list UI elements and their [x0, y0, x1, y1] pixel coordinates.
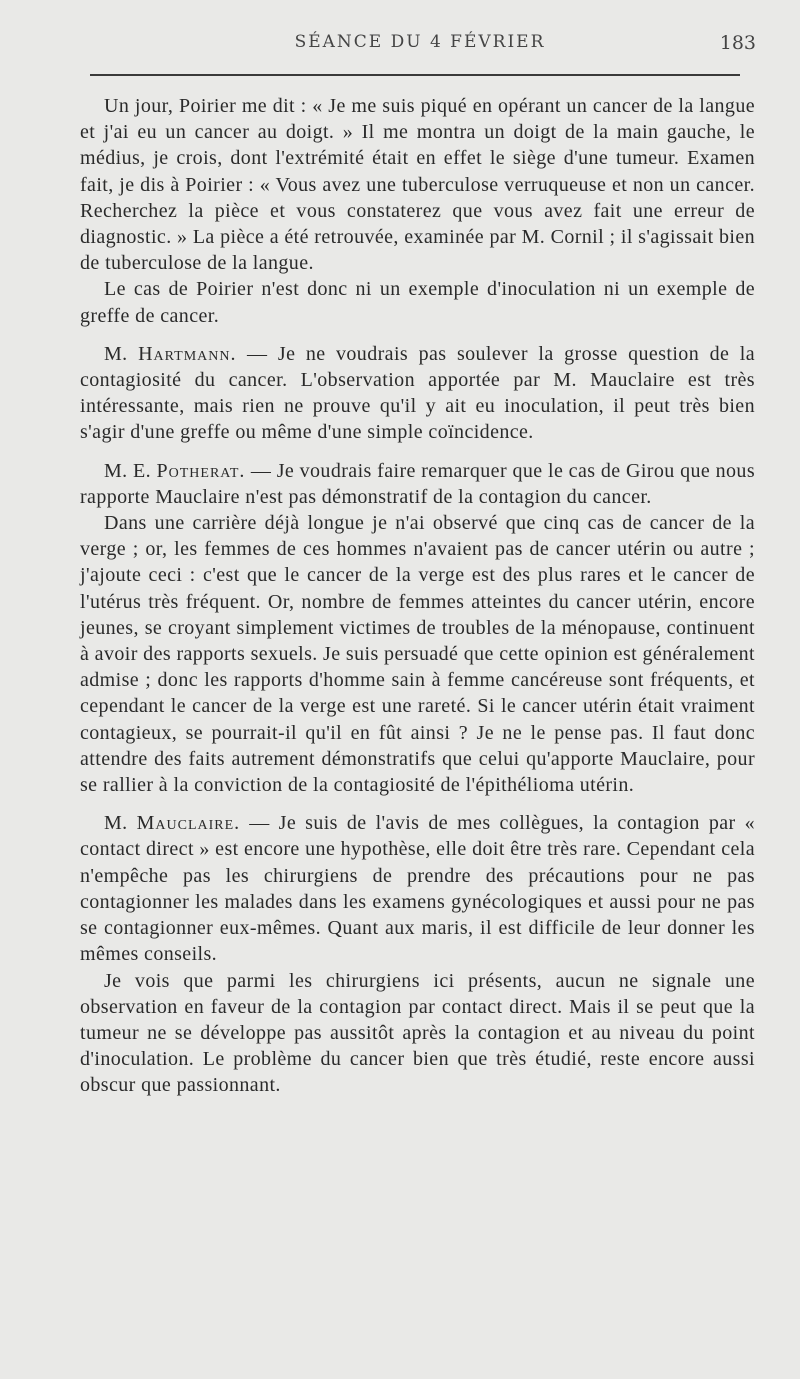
paragraph — [80, 93, 755, 276]
speaker-name: Potherat. — [156, 459, 246, 482]
speaker-name: Mauclaire. — [136, 812, 241, 835]
paragraph — [80, 810, 755, 967]
running-title: SÉANCE DU 4 FÉVRIER — [294, 32, 546, 52]
page-header — [80, 30, 760, 60]
speaker-prefix: M. — [104, 812, 137, 835]
body-text — [80, 93, 755, 1099]
paragraph-text: Je vois que parmi les chirurgiens ici présents, aucun ne signale une observation en faveur de la contagion par contact direct. Mais il se peut que la tumeur ne se développe pas aussitôt après la contagion et au niveau du point d'inoculation. Le problème du cancer bien que très étudié, reste encore aussi obscur que passionnant. — [80, 969, 755, 1097]
paragraph — [80, 341, 755, 446]
paragraph-text: Un jour, Poirier me dit : « Je me suis piqué en opérant un cancer de la langue et j'ai eu un cancer au doigt. » Il me montra un doigt de la main gauche, le médius, je crois, dont l'extrémité était en effet le siège d'une tumeur. Examen fait, je dis à Poirier : « Vous avez une tuberculose verruqueuse et non un cancer. Recherchez la pièce et vous constaterez que vous avez fait une erreur de diagnostic. » La pièce a été retrouvée, examinée par M. Cornil ; il s'agissait bien de tuberculose de la langue. — [80, 95, 755, 275]
paragraph-text: Dans une carrière déjà longue je n'ai observé que cinq cas de cancer de la verge ; or, les femmes de ces hommes n'avaient pas de cancer utérin ou autre ; j'ajoute ceci : c'est que le cancer de la verge est des plus rares et le cancer de l'utérus très fréquent. Or, nombre de femmes atteintes du cancer utérin, encore jeunes, se croyant simplement victimes de troubles de la ménopause, continuent à avoir des rapports sexuels. Je suis persuadé que cette opinion est généralement admise ; donc les rapports d'homme sain à femme cancéreuse sont fréquents, et cependant le cancer de la verge est une rareté. Si le cancer utérin était vraiment contagieux, se pourrait-il qu'il en fût ainsi ? Je ne le pense pas. Il faut donc attendre des faits autrement démonstratifs que celui qu'apporte Mauclaire, pour se rallier à la conviction de la contagiosité de l'épithélioma utérin. — [80, 512, 755, 797]
paragraph — [80, 510, 755, 798]
paragraph-text: — Je voudrais faire remarquer que le cas de Girou que nous rapporte Mauclaire n'est pas démonstratif de la contagion du cancer. — [80, 459, 756, 508]
speaker-prefix: M. E. — [104, 459, 157, 482]
paragraph-text: — Je suis de l'avis de mes collègues, la contagion par « contact direct » est encore une hypothèse, elle doit être très rare. Cependant cela n'empêche pas les chirurgiens de prendre des précautions pour ne pas contagionner les malades dans les examens gynécologiques et aussi pour ne pas se contagionner eux-mêmes. Quant aux maris, il est difficile de leur donner les mêmes conseils. — [80, 812, 756, 966]
header-rule — [90, 74, 740, 76]
page-number: 183 — [719, 32, 756, 54]
paragraph-text: — Je ne voudrais pas soulever la grosse question de la contagiosité du cancer. L'observation apportée par M. Mauclaire est très intéressante, mais rien ne prouve qu'il y ait eu inoculation, il peut très bien s'agir d'une greffe ou même d'une simple coïncidence. — [80, 342, 756, 444]
speaker-name: Hartmann. — [138, 342, 237, 365]
paragraph-text: Le cas de Poirier n'est donc ni un exemple d'inoculation ni un exemple de greffe de cancer. — [80, 278, 755, 327]
paragraph — [80, 968, 755, 1099]
speaker-prefix: M. — [104, 342, 139, 365]
paragraph — [80, 276, 755, 328]
paragraph — [80, 458, 755, 510]
